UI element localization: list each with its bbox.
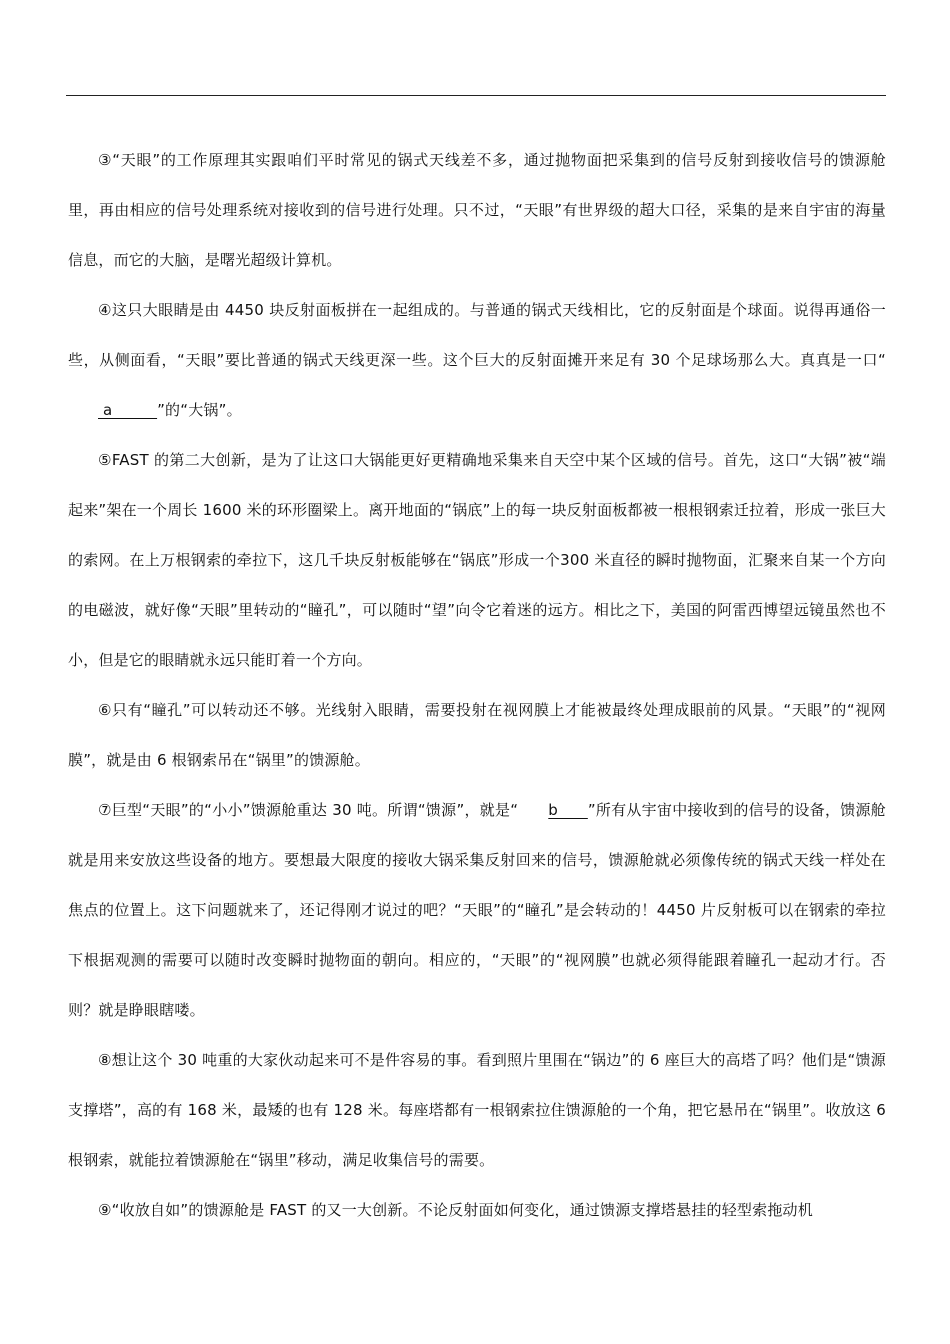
paragraph-6-text: ⑥只有“瞳孔”可以转动还不够。光线射入眼睛，需要投射在视网膜上才能被最终处理成眼前的风景。“天眼”的“视网膜”，就是由 6 根钢索吊在“锅里”的馈源舱。 <box>68 701 886 769</box>
paragraph-7-text-before: ⑦巨型“天眼”的“小小”馈源舱重达 30 吨。所谓“馈源”，就是“ <box>98 801 519 819</box>
paragraph-4-text-after: ”的“大锅”。 <box>157 401 242 419</box>
paragraph-6 <box>68 685 886 785</box>
fill-blank-b: b <box>548 801 588 819</box>
paragraph-4-text-before: ④这只大眼睛是由 4450 块反射面板拼在一起组成的。与普通的锅式天线相比，它的反射面是个球面。说得再通俗一些，从侧面看，“天眼”要比普通的锅式天线更深一些。这个巨大的反射面摊开来足有 30 个足球场那么大。真真是一口“ <box>68 301 886 369</box>
paragraph-3 <box>68 135 886 285</box>
header-rule <box>66 95 886 96</box>
paragraph-8-text: ⑧想让这个 30 吨重的大家伙动起来可不是件容易的事。看到照片里围在“锅边”的 6 座巨大的高塔了吗？他们是“馈源支撑塔”，高的有 168 米，最矮的也有 128 米。每座塔都有一根钢索拉住馈源舱的一个角，把它悬吊在“锅里”。收放这 6 根钢索，就能拉着馈源舱在“锅里”移动，满足收集信号的需要。 <box>68 1051 886 1169</box>
paragraph-9-text: ⑨“收放自如”的馈源舱是 FAST 的又一大创新。不论反射面如何变化，通过馈源支撑塔悬挂的轻型索拖动机 <box>98 1201 813 1219</box>
paragraph-3-text: ③“天眼”的工作原理其实跟咱们平时常见的锅式天线差不多，通过抛物面把采集到的信号反射到接收信号的馈源舱里，再由相应的信号处理系统对接收到的信号进行处理。只不过，“天眼”有世界级的超大口径，采集的是来自宇宙的海量信息，而它的大脑，是曙光超级计算机。 <box>68 151 886 269</box>
paragraph-8 <box>68 1035 886 1185</box>
paragraph-7 <box>68 785 886 1035</box>
paragraph-7-text-after: ”所有从宇宙中接收到的信号的设备，馈源舱就是用来安放这些设备的地方。要想最大限度的接收大锅采集反射回来的信号，馈源舱就必须像传统的锅式天线一样处在焦点的位置上。这下问题就来了，还记得刚才说过的吧？“天眼”的“瞳孔”是会转动的！4450 片反射板可以在钢索的牵拉下根据观测的需要可以随时改变瞬时抛物面的朝向。相应的，“天眼”的“视网膜”也就必须得能跟着瞳孔一起动才行。否则？就是睁眼瞎喽。 <box>68 801 886 1019</box>
paragraph-9 <box>68 1185 886 1235</box>
fill-blank-a: a <box>98 401 158 419</box>
article-body <box>68 135 886 1235</box>
paragraph-4 <box>68 285 886 435</box>
paragraph-5-text: ⑤FAST 的第二大创新，是为了让这口大锅能更好更精确地采集来自天空中某个区域的信号。首先，这口“大锅”被“端起来”架在一个周长 1600 米的环形圈梁上。离开地面的“锅底”上的每一块反射面板都被一根根钢索迁拉着，形成一张巨大的索网。在上万根钢索的牵拉下，这几千块反射板能够在“锅底”形成一个300 米直径的瞬时抛物面，汇聚来自某一个方向的电磁波，就好像“天眼”里转动的“瞳孔”，可以随时“望”向令它着迷的远方。相比之下，美国的阿雷西博望远镜虽然也不小，但是它的眼睛就永远只能盯着一个方向。 <box>68 451 886 669</box>
paragraph-5 <box>68 435 886 685</box>
